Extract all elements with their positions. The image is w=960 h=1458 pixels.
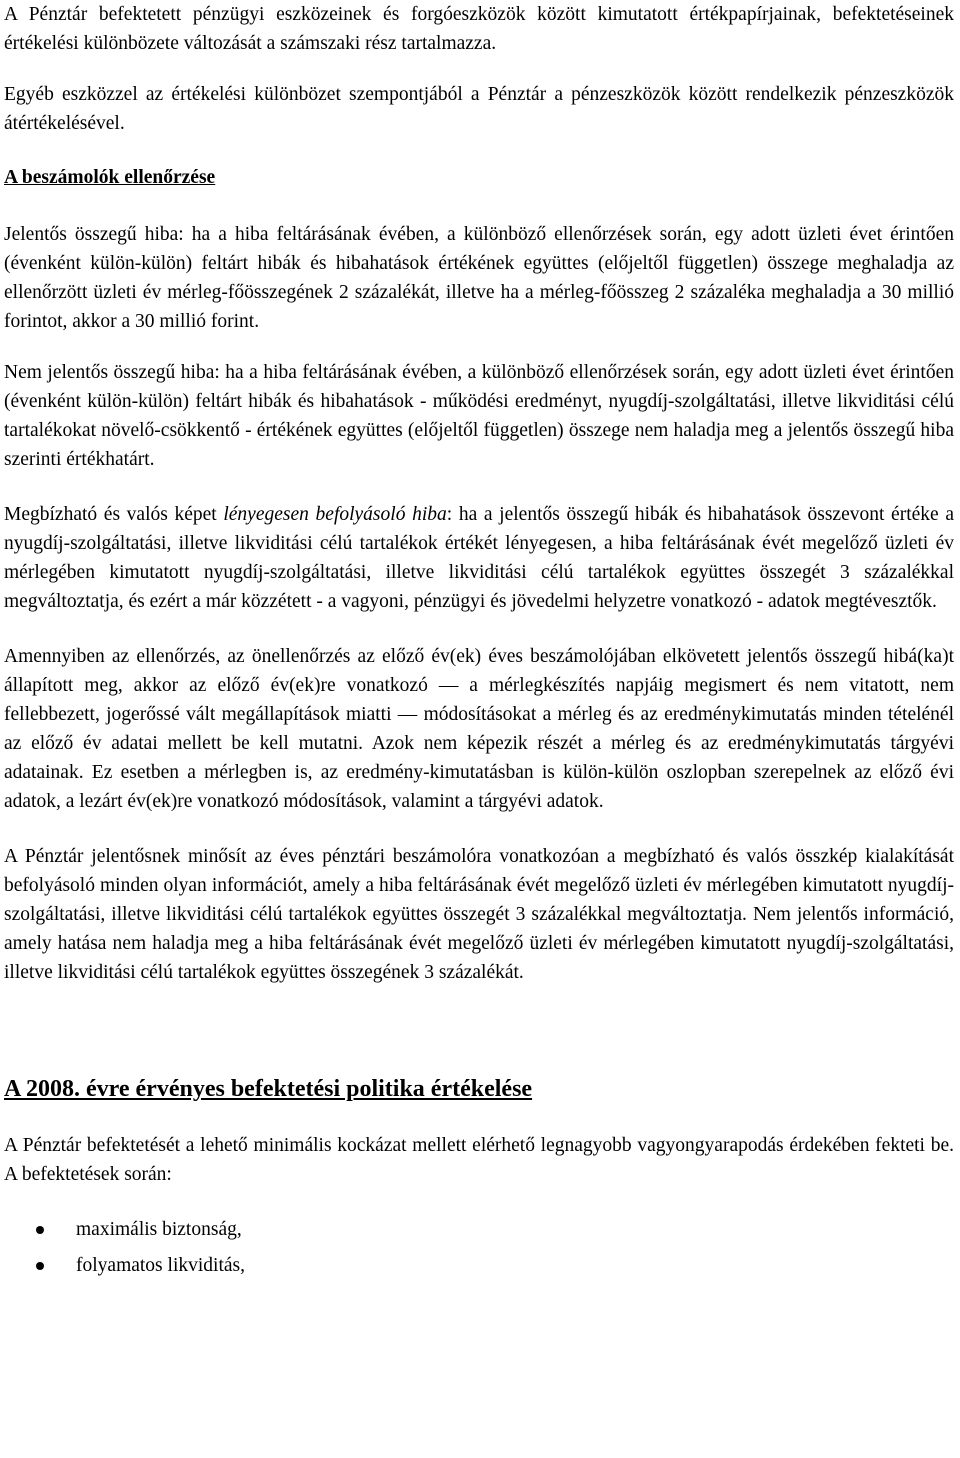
bullet-icon — [36, 1262, 44, 1270]
intro-paragraph-2: Egyéb eszközzel az értékelési különbözet szempontjából a Pénztár a pénzeszközök között rendelkezik pénzeszközök átértékelésével. — [4, 84, 954, 134]
bullet-icon — [36, 1226, 44, 1234]
document-page — [4, 0, 954, 1287]
paragraph-policy: A Pénztár befektetését a lehető minimális kockázat mellett elérhető legnagyobb vagyongyarapodás érdekében fekteti be. A befektetések során: — [4, 1135, 954, 1185]
intro-paragraph-1: A Pénztár befektetett pénzügyi eszközeinek és forgóeszközök között kimutatott értékpapírjainak, befektetéseinek értékelési különbözete változását a számszaki rész tartalmazza. — [4, 4, 954, 54]
paragraph-nem-jelentos-hiba: Nem jelentős összegű hiba: ha a hiba feltárásának évében, a különböző ellenőrzések során, egy adott üzleti évet érintően (évenként külön-külön) feltárt hibák és hibahatások - működési eredményt, nyugdíj-szolgáltatási, illetve likviditási célú tartalékokat növelő-csökkentő - értékének együttes (előjeltől független) összege nem haladja meg a jelentős összegű hiba szerinti értékhatárt. — [4, 362, 954, 470]
section-heading-beszamolok: A beszámolók ellenőrzése — [4, 167, 216, 188]
paragraph-megbizhato — [4, 500, 954, 616]
paragraph-penztar-jelentosnek: A Pénztár jelentősnek minősít az éves pénztári beszámolóra vonatkozóan a megbízható és valós összkép kialakítását befolyásoló minden olyan információt, amely a hiba feltárásának évét megelőző üzleti év mérlegében kimutatott nyugdíj-szolgáltatási, illetve likviditási célú tartalékok együttes összegét 3 százalékkal megváltoztatja. Nem jelentős információ, amely hatása nem haladja meg a hiba feltárásának évét megelőző üzleti év mérlegében kimutatott nyugdíj-szolgáltatási, illetve likviditási célú tartalékok együttes összegének 3 százalékát. — [4, 846, 954, 983]
megbizhato-prefix: Megbízható és valós képet — [4, 504, 224, 525]
megbizhato-rest: : ha a jelentős összegű hibák és hibahatások összevont értéke a nyugdíj-szolgáltatási, illetve likviditási célú tartalékok értékét lényegesen, a hiba feltárásának évét megelőző üzleti év mérlegében kimutatott nyugdíj-szolgáltatási, illetve likviditási célú tartalékok együttes összegét 3 százalékkal megváltoztatja, és ezért a már közzétett - a vagyoni, pénzügyi és jövedelmi helyzetre vonatkozó - adatok megtévesztők. — [4, 504, 954, 612]
policy-heading: A 2008. évre érvényes befektetési politika értékelése — [4, 1076, 533, 1102]
list-item — [4, 1251, 954, 1280]
megbizhato-italic-term: lényegesen befolyásoló hiba — [223, 504, 447, 525]
paragraph-amennyiben: Amennyiben az ellenőrzés, az önellenőrzés az előző év(ek) éves beszámolójában elkövetett jelentős összegű hibá(ka)t állapított meg, akkor az előző év(ek)re vonatkozó — a mérlegkészítés napjáig megismert és nem vitatott, nem fellebbezett, jogerőssé vált megállapítások miatti — módosításokat a mérleg és az eredménykimutatás minden tételénél az előző év adatai mellett be kell mutatni. Azok nem képezik részét a mérleg és az eredménykimutatás tárgyévi adatainak. Ez esetben a mérlegben is, az eredmény-kimutatásban is külön-külön oszlopban szerepelnek az előző évi adatok, a lezárt év(ek)re vonatkozó módosítások, valamint a tárgyévi adatok. — [4, 646, 954, 812]
list-item-text: maximális biztonság, — [76, 1219, 242, 1240]
list-item — [4, 1215, 954, 1244]
list-item-text: folyamatos likviditás, — [76, 1255, 245, 1276]
policy-bullet-list — [4, 1215, 954, 1280]
paragraph-jelentos-hiba: Jelentős összegű hiba: ha a hiba feltárásának évében, a különböző ellenőrzések során, egy adott üzleti évet érintően (évenként külön-külön) feltárt hibák és hibahatások értékének együttes (előjeltől független) összege meghaladja az ellenőrzött üzleti év mérleg-főösszegének 2 százalékát, illetve ha a mérleg-főösszeg 2 százaléka meghaladja a 30 millió forintot, akkor a 30 millió forint. — [4, 224, 954, 332]
